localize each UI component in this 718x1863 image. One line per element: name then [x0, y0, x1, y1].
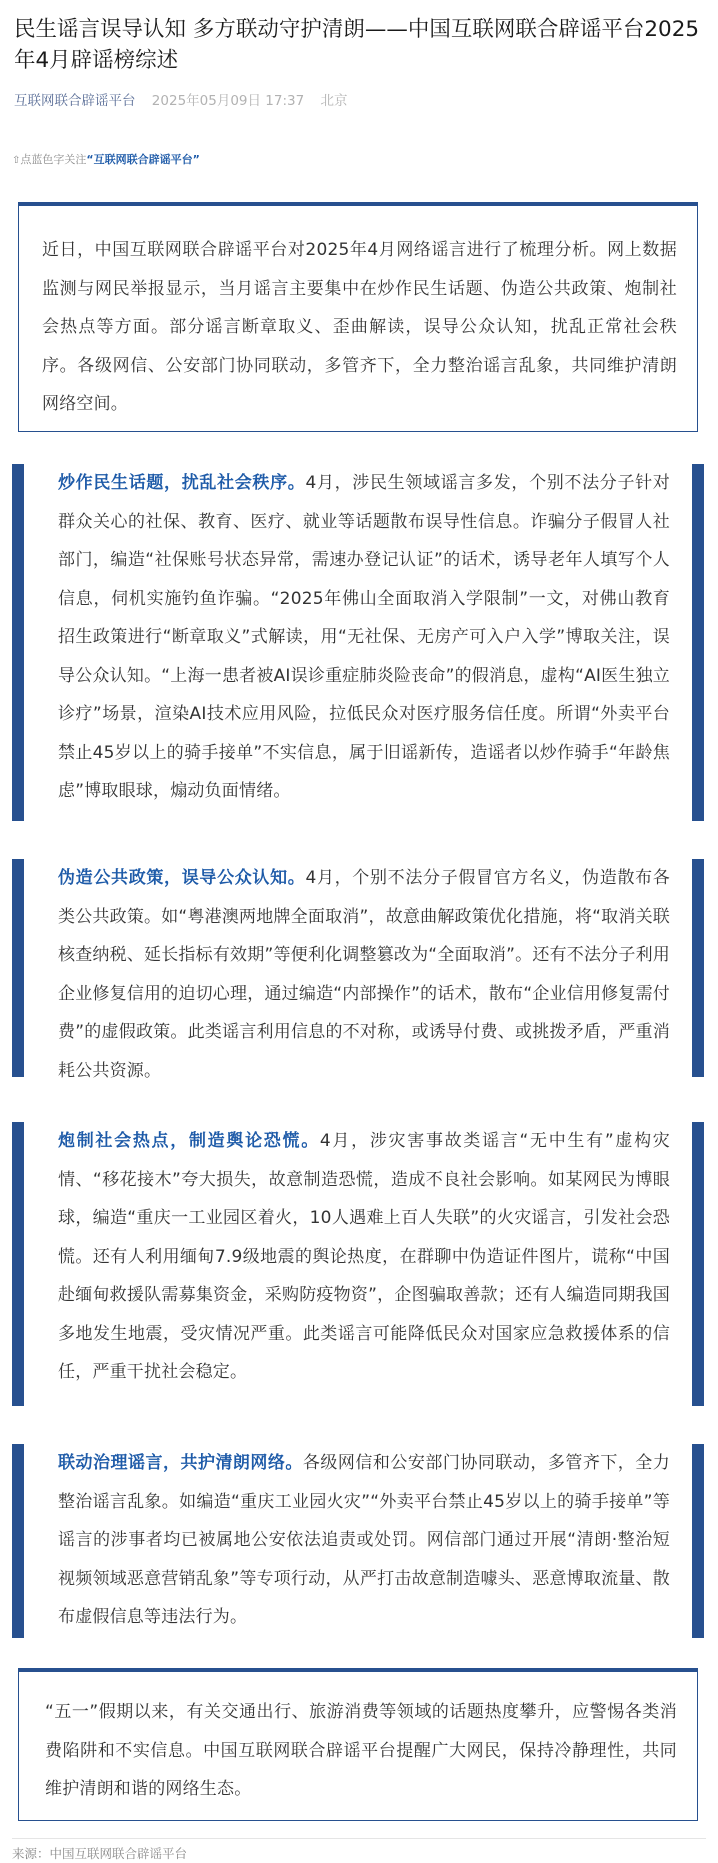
section-paragraph: [58, 859, 670, 1090]
publish-location: 北京: [320, 93, 348, 109]
author-link[interactable]: 互联网联合辟谣平台: [14, 93, 136, 109]
article-title: 民生谣言误导认知 多方联动守护清朗——中国互联网联合辟谣平台2025年4月辟谣榜综述: [14, 17, 700, 73]
section-right-bar: [692, 859, 704, 1077]
section-body: 各级网信和公安部门协同联动，多管齐下，全力整治谣言乱象。如编造“重庆工业园火灾”“外卖平台禁止45岁以上的骑手接单”等谣言的涉事者均已被属地公安依法追责或处罚。网信部门通过开展“清朗·整治短视频领域恶意营销乱象”等专项行动，从严打击故意制造噱头、恶意博取流量、散布虚假信息等违法行为。: [58, 1453, 670, 1627]
section-paragraph: [58, 1122, 670, 1392]
intro-text: 近日，中国互联网联合辟谣平台对2025年4月网络谣言进行了梳理分析。网上数据监测与网民举报显示，当月谣言主要集中在炒作民生话题、伪造公共政策、炮制社会热点等方面。部分谣言断章取义、歪曲解读，误导公众认知，扰乱正常社会秩序。各级网信、公安部门协同联动，多管齐下，全力整治谣言乱象，共同维护清朗网络空间。: [42, 240, 677, 414]
source-note: 来源：中国互联网联合辟谣平台: [12, 1846, 188, 1861]
section-lead: 炮制社会热点，制造舆论恐慌。: [58, 1131, 320, 1151]
follow-prompt: [12, 153, 200, 168]
section-body: 4月，涉民生领域谣言多发，个别不法分子针对群众关心的社保、教育、医疗、就业等话题散布误导性信息。诈骗分子假冒人社部门，编造“社保账号状态异常，需速办登记认证”的话术，诱导老年人填写个人信息，伺机实施钓鱼诈骗。“2025年佛山全面取消入学限制”一文，对佛山教育招生政策进行“断章取义”式解读，用“无社保、无房产可入户入学”博取关注，误导公众认知。“上海一患者被AI误诊重症肺炎险丧命”的假消息，虚构“AI医生独立诊疗”场景，渲染AI技术应用风险，拉低民众对医疗服务信任度。所谓“外卖平台禁止45岁以上的骑手接单”不实信息，属于旧谣新传，造谣者以炒作骑手“年龄焦虑”博取眼球，煽动负面情绪。: [58, 473, 670, 801]
section-left-bar: [12, 464, 24, 821]
section-left-bar: [12, 1122, 24, 1406]
closing-box: [18, 1668, 698, 1821]
closing-text: “五一”假期以来，有关交通出行、旅游消费等领域的话题热度攀升，应警惕各类消费陷阱和不实信息。中国互联网联合辟谣平台提醒广大网民，保持冷静理性，共同维护清朗和谐的网络生态。: [45, 1702, 677, 1799]
section-right-bar: [692, 1122, 704, 1406]
section-fake-policy: [12, 859, 704, 1081]
section-right-bar: [692, 464, 704, 821]
follow-account-link[interactable]: “互联网联合辟谣平台”: [86, 153, 200, 166]
section-body: 4月，个别不法分子假冒官方名义，伪造散布各类公共政策。如“粤港澳两地牌全面取消”，故意曲解政策优化措施，将“取消关联核查纳税、延长指标有效期”等便利化调整篡改为“全面取消”。还有不法分子利用企业修复信用的迫切心理，通过编造“内部操作”的话术，散布“企业信用修复需付费”的虚假政策。此类谣言利用信息的不对称，或诱导付费、或挑拨矛盾，严重消耗公共资源。: [58, 868, 670, 1081]
intro-box: [18, 202, 698, 432]
article-meta: [14, 92, 348, 110]
section-paragraph: [58, 464, 670, 811]
arrow-up-icon: ⇧: [12, 155, 21, 166]
section-paragraph: [58, 1444, 670, 1637]
footer-divider: [12, 1838, 706, 1839]
follow-prefix: 点蓝色字关注: [20, 153, 87, 166]
publish-date: 2025年05月09日 17:37: [151, 93, 305, 109]
section-lead: 伪造公共政策，误导公众认知。: [58, 868, 306, 888]
section-lead: 联动治理谣言，共护清朗网络。: [58, 1453, 303, 1473]
section-lead: 炒作民生话题，扰乱社会秩序。: [58, 473, 306, 493]
section-livelihood: [12, 464, 704, 821]
section-hot-topics: [12, 1122, 704, 1406]
section-joint-governance: [12, 1444, 704, 1638]
section-right-bar: [692, 1444, 704, 1638]
section-left-bar: [12, 1444, 24, 1638]
section-left-bar: [12, 859, 24, 1077]
section-body: 4月，涉灾害事故类谣言“无中生有”虚构灾情、“移花接木”夸大损失，故意制造恐慌，造成不良社会影响。如某网民为博眼球，编造“重庆一工业园区着火，10人遇难上百人失联”的火灾谣言，引发社会恐慌。还有人利用缅甸7.9级地震的舆论热度，在群聊中伪造证件图片，谎称“中国赴缅甸救援队需募集资金，采购防疫物资”，企图骗取善款；还有人编造同期我国多地发生地震，受灾情况严重。此类谣言可能降低民众对国家应急救援体系的信任，严重干扰社会稳定。: [58, 1131, 670, 1382]
